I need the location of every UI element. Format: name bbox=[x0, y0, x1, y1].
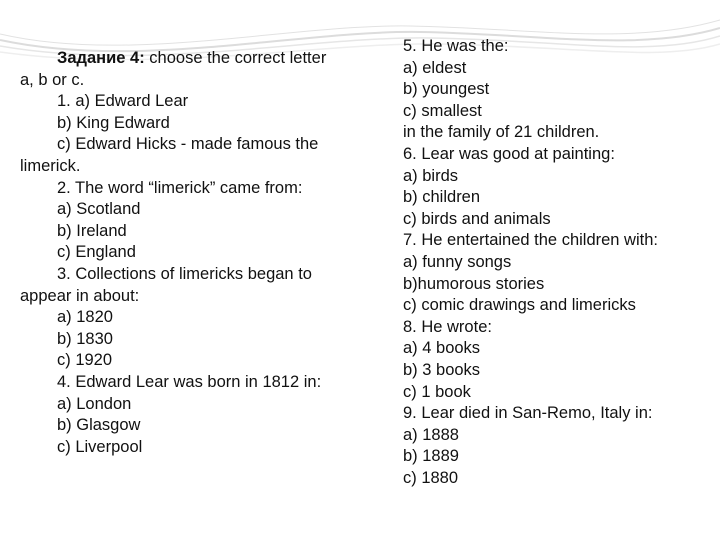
question-2-option-c: c) England bbox=[57, 243, 136, 262]
question-8: 8. He wrote: bbox=[403, 317, 492, 336]
question-5-continuation: in the family of 21 children. bbox=[403, 123, 600, 142]
task-instruction-continuation: a, b or c. bbox=[20, 70, 85, 89]
question-9: 9. Lear died in San-Remo, Italy in: bbox=[403, 404, 653, 423]
question-4: 4. Edward Lear was born in 1812 in: bbox=[57, 372, 322, 391]
left-column bbox=[20, 48, 370, 458]
question-7: 7. He entertained the children with: bbox=[403, 231, 658, 250]
question-5-option-a: a) eldest bbox=[403, 58, 467, 77]
question-6-option-a: a) birds bbox=[403, 166, 459, 185]
question-3-continuation: appear in about: bbox=[20, 286, 140, 305]
task-text: choose the correct letter bbox=[144, 49, 327, 67]
question-7-option-a: a) funny songs bbox=[403, 252, 512, 271]
question-2-option-b: b) Ireland bbox=[57, 221, 127, 240]
question-6-option-c: c) birds and animals bbox=[403, 209, 551, 228]
question-8-option-a: a) 4 books bbox=[403, 339, 481, 358]
question-9-option-c: c) 1880 bbox=[403, 468, 459, 487]
question-4-option-b: b) Glasgow bbox=[57, 416, 141, 435]
question-3: 3. Collections of limericks began to bbox=[57, 264, 312, 283]
question-2-option-a: a) Scotland bbox=[57, 200, 141, 219]
question-3-option-b: b) 1830 bbox=[57, 329, 113, 348]
question-6: 6. Lear was good at painting: bbox=[403, 144, 615, 163]
question-8-option-b: b) 3 books bbox=[403, 360, 481, 379]
question-1: 1. a) Edward Lear bbox=[57, 92, 189, 111]
question-6-option-b: b) children bbox=[403, 188, 481, 207]
task-instruction bbox=[20, 48, 370, 70]
question-1-option-b: b) King Edward bbox=[57, 113, 170, 132]
task-label: Задание 4: bbox=[57, 49, 145, 67]
right-column bbox=[403, 36, 703, 489]
question-1-continuation: limerick. bbox=[20, 156, 81, 175]
question-5-option-b: b) youngest bbox=[403, 80, 490, 99]
question-3-option-c: c) 1920 bbox=[57, 351, 113, 370]
question-4-option-c: c) Liverpool bbox=[57, 437, 143, 456]
question-9-option-a: a) 1888 bbox=[403, 425, 459, 444]
question-5: 5. He was the: bbox=[403, 37, 509, 55]
question-4-option-a: a) London bbox=[57, 394, 132, 413]
question-5-option-c: c) smallest bbox=[403, 101, 482, 120]
question-9-option-b: b) 1889 bbox=[403, 447, 459, 466]
question-1-option-c: c) Edward Hicks - made famous the bbox=[57, 135, 319, 154]
question-7-option-c: c) comic drawings and limericks bbox=[403, 296, 636, 315]
question-8-option-c: c) 1 book bbox=[403, 382, 471, 401]
question-2: 2. The word “limerick” came from: bbox=[57, 178, 303, 197]
question-7-option-b: b)humorous stories bbox=[403, 274, 545, 293]
question-3-option-a: a) 1820 bbox=[57, 308, 113, 327]
